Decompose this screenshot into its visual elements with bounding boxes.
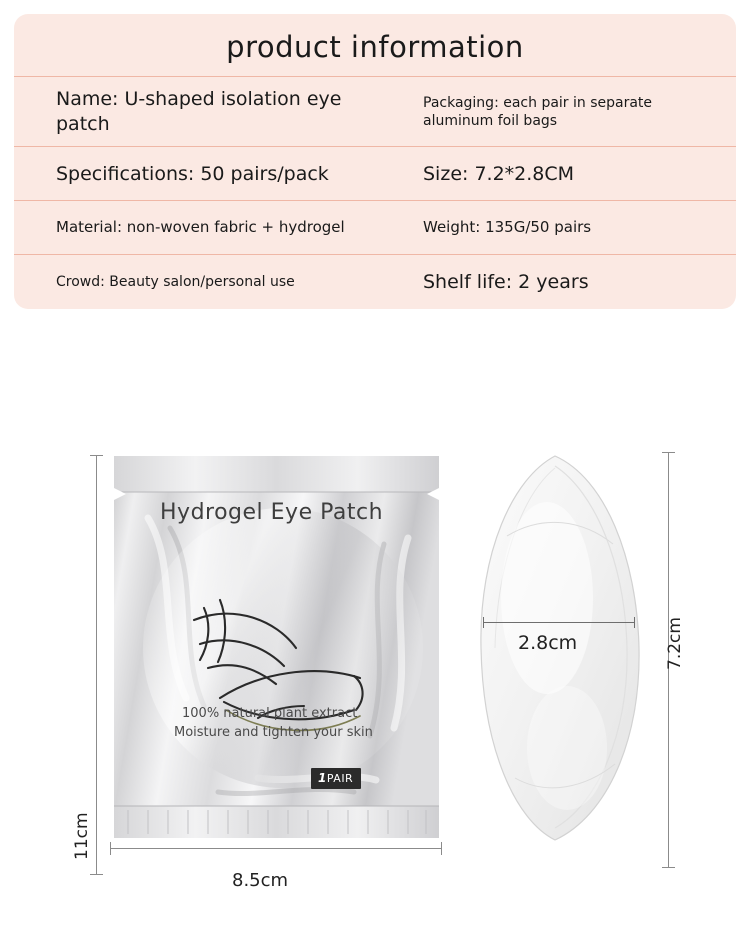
- patch-height-label: 7.2cm: [665, 617, 685, 670]
- pair-count-number: 1: [318, 771, 327, 785]
- foil-sachet-image: [108, 448, 445, 845]
- table-row: [14, 255, 736, 309]
- pair-count-badge: [311, 768, 361, 789]
- product-information-table: [14, 76, 736, 309]
- table-row: [14, 201, 736, 255]
- sachet-tagline-1: 100% natural plant extract: [182, 706, 358, 721]
- product-information-card: [14, 14, 736, 309]
- sachet-product-title: Hydrogel Eye Patch: [160, 500, 384, 525]
- table-row: [14, 147, 736, 201]
- pair-count-label: PAIR: [326, 772, 354, 785]
- sachet-width-dimension-line: [110, 848, 442, 849]
- size-value: Size: 7.2*2.8CM: [423, 162, 575, 185]
- crowd-value: Crowd: Beauty salon/personal use: [56, 274, 295, 291]
- patch-width-dimension-line: [483, 622, 635, 623]
- table-row: [14, 77, 736, 147]
- sachet-height-label: 11cm: [72, 812, 92, 860]
- product-name-value: Name: U-shaped isolation eye patch: [56, 88, 342, 135]
- weight-value: Weight: 135G/50 pairs: [423, 218, 592, 237]
- sachet-tagline-2: Moisture and tighten your skin: [174, 725, 373, 740]
- sachet-width-label: 8.5cm: [232, 870, 289, 891]
- packaging-value: Packaging: each pair in separate aluminum foil bags: [423, 94, 653, 129]
- shelf-life-value: Shelf life: 2 years: [423, 270, 589, 293]
- sachet-height-dimension-line: [96, 455, 97, 875]
- page-title: product information: [226, 30, 524, 64]
- material-value: Material: non-woven fabric + hydrogel: [56, 218, 345, 237]
- patch-width-label: 2.8cm: [518, 632, 578, 654]
- product-photo-area: [0, 400, 750, 941]
- specifications-value: Specifications: 50 pairs/pack: [56, 162, 329, 185]
